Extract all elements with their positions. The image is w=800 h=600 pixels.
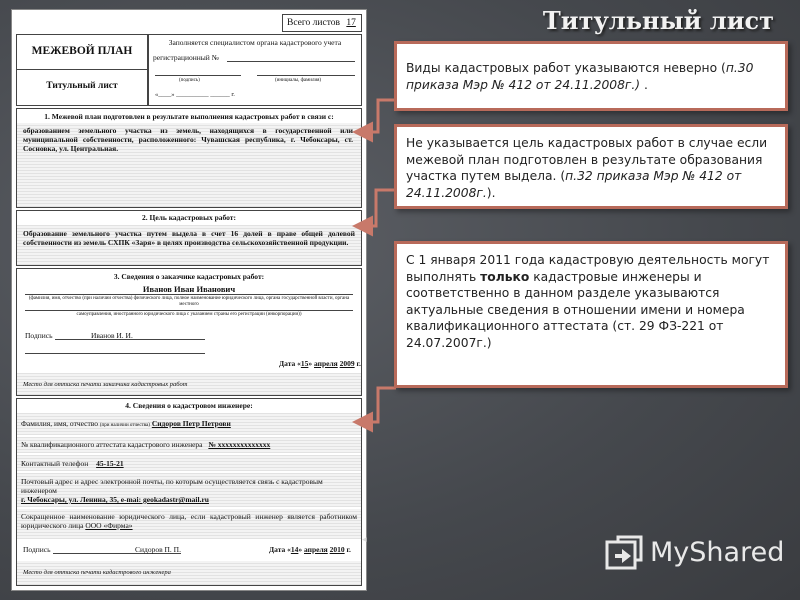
reg-number-label: регистрационный №: [153, 53, 219, 62]
callout-1-ref: п.30 приказа Мэр № 412 от 24.11.2008г.): [406, 61, 754, 92]
date-year: 2010: [329, 545, 345, 554]
section-3-heading: 3. Сведения о заказчике кадастровых работ:: [113, 272, 265, 281]
slide-title: Титульный лист: [542, 6, 774, 35]
phone-label: Контактный телефон: [21, 459, 89, 468]
callout-2-ref: п.32 приказа Мэр № 412 от 24.11.2008г.: [406, 169, 742, 200]
customer-stamp-label: Место для оттиска печати заказчика кадастровых работ: [23, 381, 188, 388]
total-sheets-value: 17: [346, 18, 356, 28]
engineer-stamp-label: Место для оттиска печати кадастрового инженера: [23, 569, 171, 576]
date-month: апреля: [314, 359, 338, 368]
date-suffix: г.: [354, 359, 361, 368]
brand-name: MyShared: [650, 536, 785, 568]
section-4-heading: 4. Сведения о кадастровом инженере:: [125, 401, 253, 410]
callout-1-tail: .: [640, 77, 648, 92]
cert-label: № квалификационного аттестата кадастрового инженера: [21, 440, 203, 449]
connector-arrow-2: [358, 190, 396, 226]
fio-note: (при наличии отчества): [99, 423, 150, 428]
engineer-address-label: Почтовый адрес и адрес электронной почты, по которым осуществляется связь с кадастровым инженером: [21, 477, 323, 495]
title-sheet-label: Титульный лист: [46, 81, 118, 91]
section-2-heading: 2. Цель кадастровых работ:: [142, 213, 236, 222]
brand-logo-icon: [604, 532, 644, 572]
date-suffix: г.: [344, 545, 351, 554]
org-label: Сокращенное наименование юридического лица, если кадастровый инженер является работником юридического лица: [21, 512, 357, 530]
callout-3-text: С 1 января 2011 года кадастровую деятельность могут выполнять: [406, 253, 770, 284]
callout-2-text: Не указывается цель кадастровых работ в случае если межевой план подготовлен в результате образования участка путем выдела. (: [406, 136, 768, 183]
customer-sign-label: Подпись: [25, 331, 53, 340]
fio-label: Фамилия, имя, отчество: [21, 419, 98, 428]
sign-caption: (подпись): [179, 78, 200, 83]
specialist-caption: Заполняется специалистом органа кадастрового учета: [168, 38, 342, 47]
date-year: 2009: [339, 359, 355, 368]
engineer-fio-value: Сидоров Петр Петрови: [151, 419, 231, 428]
engineer-address-value: г. Чебоксары, ул. Ленина, 35, e-mai: geokadastr@mail.ru: [21, 495, 209, 504]
initials-caption: (инициалы, фамилия): [275, 78, 322, 83]
connector-arrow-3: [358, 388, 396, 422]
callout-1-text: Виды кадастровых работ указываются неверно (: [406, 61, 726, 75]
callout-work-purpose: [394, 124, 788, 209]
total-sheets-label: Всего листов: [287, 18, 340, 28]
brand-watermark: [604, 528, 784, 576]
date-mid: »: [298, 545, 304, 554]
section-1-text: образованием земельного участка из земель, находящихся в государственной или муниципальной собственности, расположенного: Чувашская республика, г. Чебоксары, ст. Сосновка, ул. Центральная.: [23, 126, 353, 153]
date-prefix: Дата «: [279, 359, 301, 368]
org-value: ООО «Фирма»: [85, 521, 133, 530]
section-1-heading: 1. Межевой план подготовлен в результате выполнения кадастровых работ в связи с:: [44, 112, 334, 121]
customer-fine-2: самоуправления, иностранного юридического лица с указанием страны его регистрации (инкорпорации)): [76, 312, 302, 317]
callout-work-types: [394, 41, 788, 111]
pointer-triangle-icon: ◂: [362, 535, 367, 545]
callout-3-tail: кадастровые инженеры и соответственно в данном разделе указываются актуальные сведения в отношении имени и номера квалификационного аттестата (ст. 29 ФЗ-221 от 24.07.2007г.): [406, 269, 745, 350]
date-line: «____» __________ ______ г.: [155, 91, 235, 98]
customer-name: Иванов Иван Иванович: [142, 284, 236, 294]
callout-2-tail: ).: [486, 185, 496, 200]
date-month: апреля: [304, 545, 328, 554]
connector-arrow-1: [358, 100, 396, 132]
customer-fine-1: (фамилия, имя, отчество (при наличии отчества) физического лица, полное наименование юридического лица, органа государственной власти, органа местного: [28, 296, 350, 307]
customer-sign-name: Иванов И. И.: [91, 331, 133, 340]
date-day: 15: [300, 359, 309, 368]
engineer-sign-name: Сидоров П. П.: [135, 545, 181, 554]
phone-value: 45-15-21: [96, 459, 124, 468]
doc-title: МЕЖЕВОЙ ПЛАН: [31, 45, 133, 57]
section-2-text: Образование земельного участка путем выдела в счет 16 долей в праве общей долевой собственности из земель СХПК «Заря» в целях производства сельскохозяйственной продукции.: [23, 229, 355, 247]
callout-3-bold: только: [480, 269, 530, 284]
date-day: 14: [290, 545, 299, 554]
cert-value: № хххххххххххххх: [208, 440, 271, 449]
engineer-sign-label: Подпись: [23, 545, 51, 554]
date-mid: »: [308, 359, 314, 368]
callout-engineer-info: [394, 241, 788, 388]
date-prefix: Дата «: [269, 545, 291, 554]
